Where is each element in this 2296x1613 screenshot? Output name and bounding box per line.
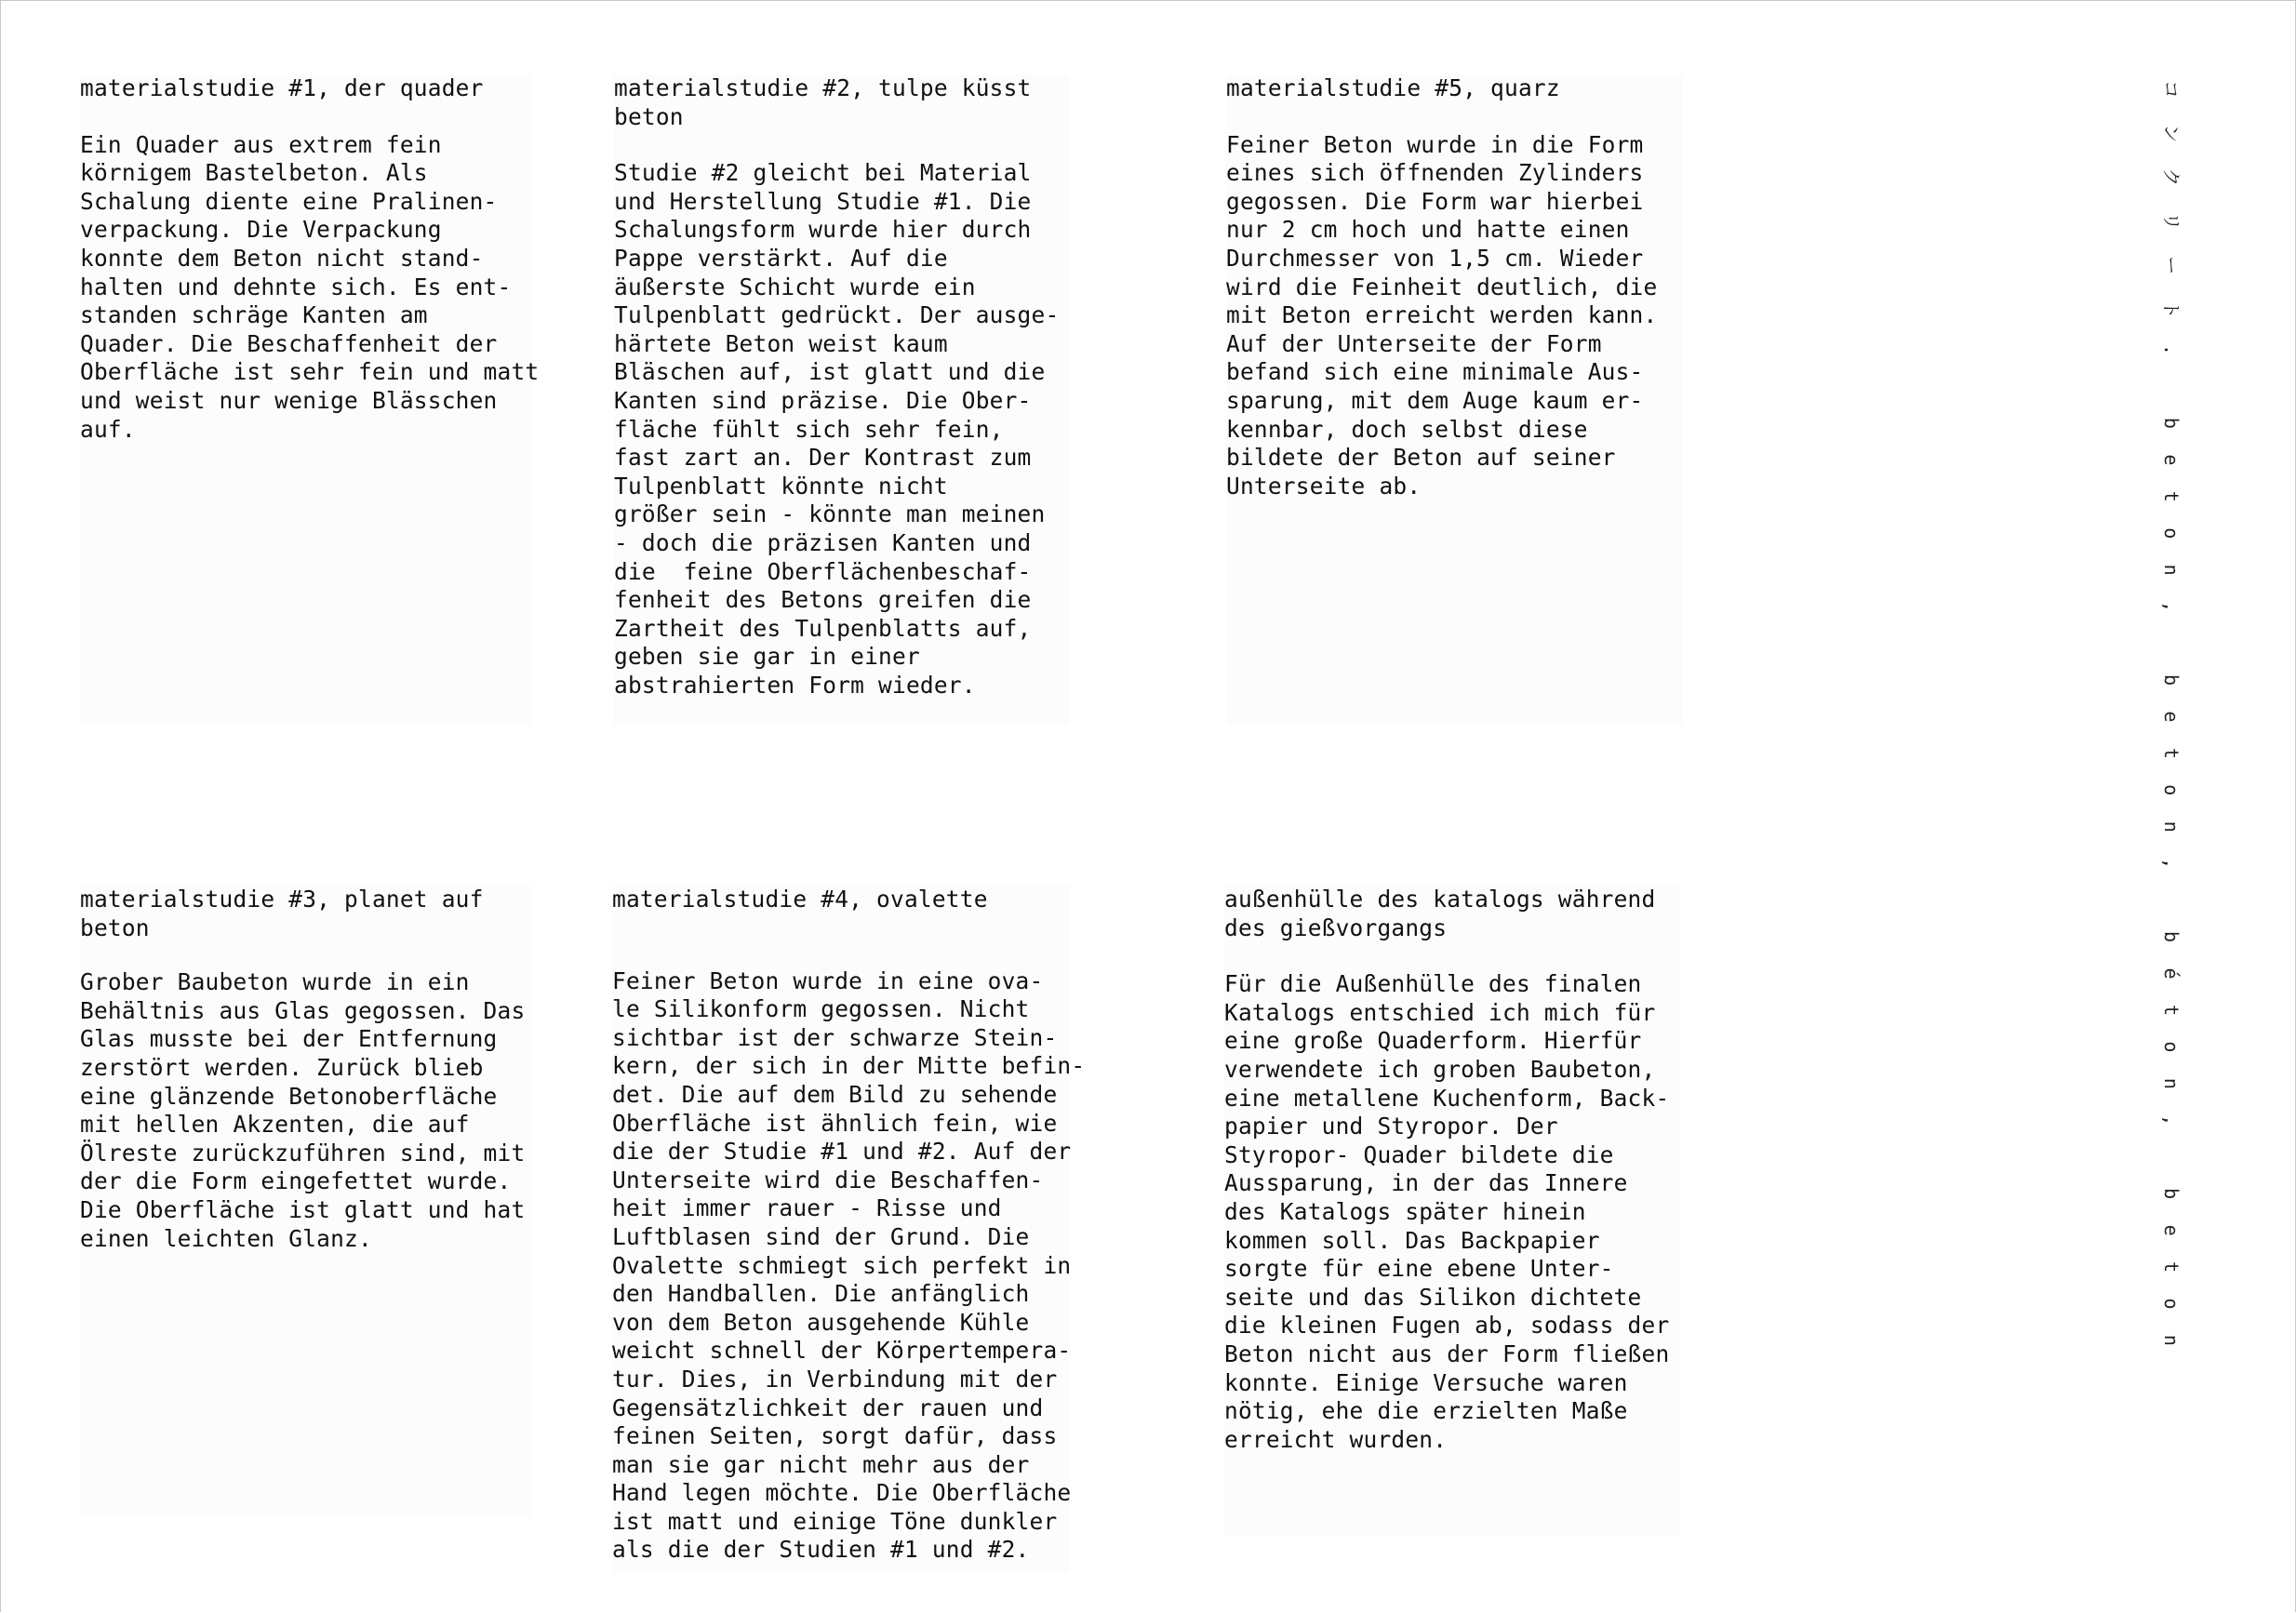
study-2-body: Studie #2 gleicht bei Material und Herstellung Studie #1. Die Schalungsform wurde hier durch Pappe verstärkt. Auf die äußerste Schicht wurde ein Tulpenblatt gedrückt. Der ausge- härtete Beton weist kaum Bläschen auf, ist glatt und die Kanten sind präzise. Die Ober- fläche fühlt sich sehr fein, fast zart an. Der Kontrast zum Tulpenblatt könnte nicht größer sein - könnte man meinen - doch die präzisen Kanten und die feine Oberflächenbeschaf- fenheit des Betons greifen die Zartheit des Tulpenblatts auf, geben sie gar in einer abstrahierten Form wieder.	[614, 159, 1060, 699]
study-1-body: Ein Quader aus extrem fein körnigem Bastelbeton. Als Schalung diente eine Pralinen- verpackung. Die Verpackung konnte dem Beton nicht stand- halten und dehnte sich. Es ent- standen schräge Kanten am Quader. Die Beschaffenheit der Oberfläche ist sehr fein und matt und weist nur wenige Blässchen auf.	[80, 130, 540, 443]
study-3-title: materialstudie #3, planet auf beton	[80, 886, 484, 941]
study-6	[1224, 886, 1680, 1537]
study-2-title: materialstudie #2, tulpe küsst beton	[614, 74, 1032, 130]
study-6-title: außenhülle des katalogs während des gießvorgangs	[1224, 886, 1656, 941]
study-6-body: Für die Außenhülle des finalen Katalogs entschied ich mich für eine große Quaderform. Hierfür verwendete ich groben Baubeton, eine metallene Kuchenform, Back- papier und Styropor. Der Styropor- Quader bildete die Aussparung, in der das Innere des Katalogs später hinein kommen soll. Das Backpapier sorgte für eine ebene Unter- seite und das Silikon dichtete die kleinen Fugen ab, sodass der Beton nicht aus der Form fließen konnte. Einige Versuche waren nötig, ehe die erzielten Maße erreicht wurden.	[1224, 970, 1670, 1453]
study-3	[80, 886, 532, 1518]
study-4	[612, 886, 1086, 1574]
study-5	[1226, 74, 1682, 726]
study-4-title: materialstudie #4, ovalette	[612, 886, 988, 913]
vertical-side-title-text: コンクリート. beton, beton, béton, beton	[2160, 80, 2183, 1372]
study-1	[80, 74, 540, 726]
study-5-title: materialstudie #5, quarz	[1226, 74, 1560, 101]
study-5-body: Feiner Beton wurde in die Form eines sich öffnenden Zylinders gegossen. Die Form war hierbei nur 2 cm hoch und hatte einen Durchmesser von 1,5 cm. Wieder wird die Feinheit deutlich, die mit Beton erreicht werden kann. Auf der Unterseite der Form befand sich eine minimale Aus- sparung, mit dem Auge kaum er- kennbar, doch selbst diese bildete der Beton auf seiner Unterseite ab.	[1226, 130, 1658, 500]
study-1-title: materialstudie #1, der quader	[80, 74, 484, 101]
study-2	[614, 74, 1070, 726]
study-3-body: Grober Baubeton wurde in ein Behältnis aus Glas gegossen. Das Glas musste bei der Entfernung zerstört werden. Zurück blieb eine glänzende Betonoberfläche mit hellen Akzenten, die auf Ölreste zurückzuführen sind, mit der die Form eingefettet wurde. Die Oberfläche ist glatt und hat einen leichten Glanz.	[80, 968, 526, 1252]
study-4-body: Feiner Beton wurde in eine ova- le Silikonform gegossen. Nicht sichtbar ist der schwarze Stein- kern, der sich in der Mitte befin- det. Die auf dem Bild zu sehende Oberfläche ist ähnlich fein, wie die der Studie #1 und #2. Auf der Unterseite wird die Beschaffen- heit immer rauer - Risse und Luftblasen sind der Grund. Die Ovalette schmiegt sich perfekt in den Handballen. Die anfänglich von dem Beton ausgehende Kühle weicht schnell der Körpertempera- tur. Dies, in Verbindung mit der Gegensätzlichkeit der rauen und feinen Seiten, sorgt dafür, dass man sie gar nicht mehr aus der Hand legen möchte. Die Oberfläche ist matt und einige Töne dunkler als die der Studien #1 und #2.	[612, 966, 1086, 1564]
